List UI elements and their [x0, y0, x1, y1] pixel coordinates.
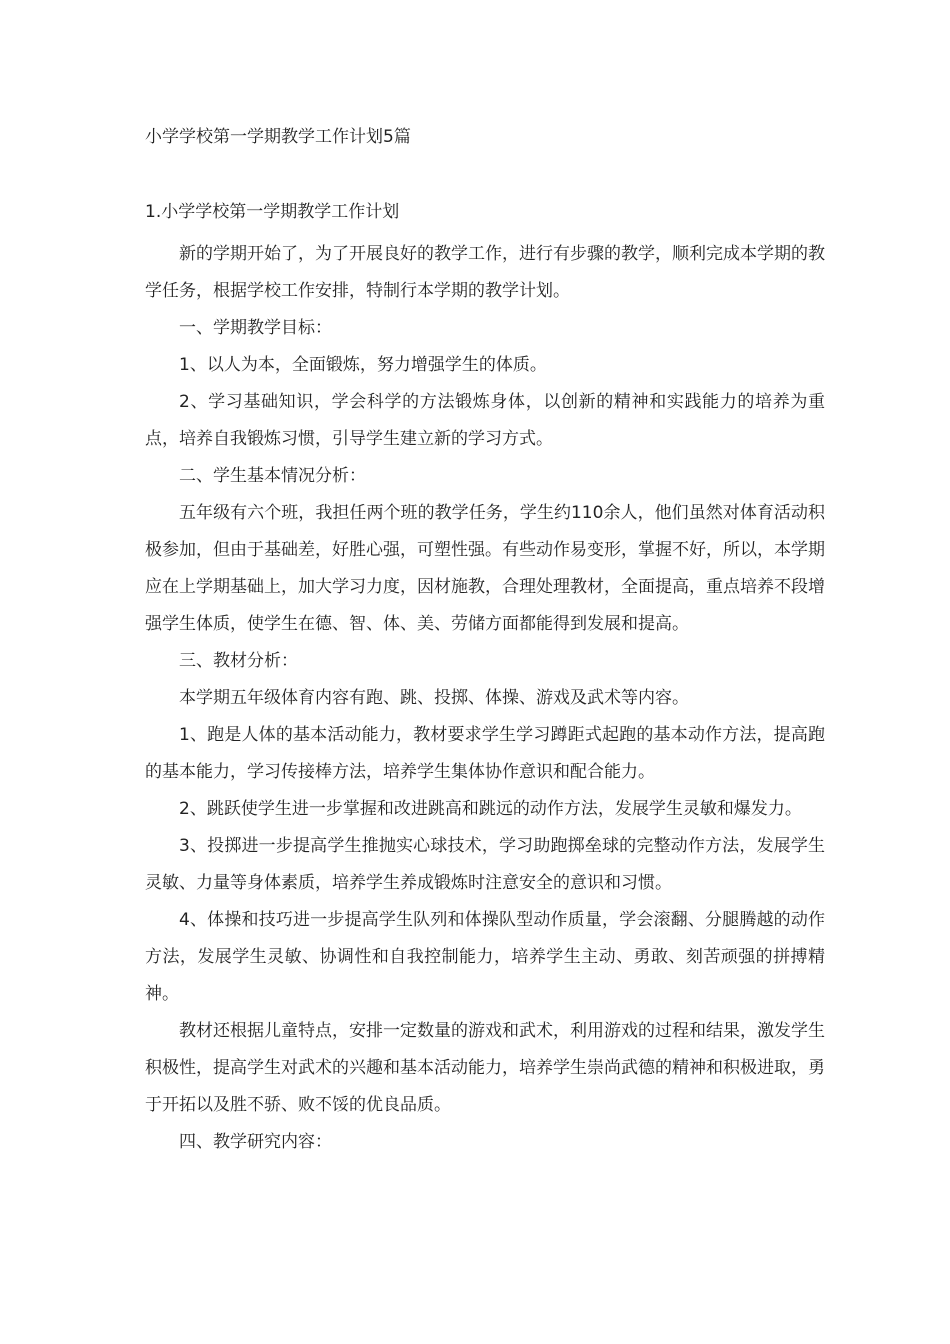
paragraph-goal-2: 2、学习基础知识，学会科学的方法锻炼身体，以创新的精神和实践能力的培养为重点，培养自我锻炼习惯，引导学生建立新的学习方式。 — [145, 392, 825, 449]
heading-teaching-goals: 一、学期教学目标： — [179, 318, 332, 338]
paragraph-material-4: 4、体操和技巧进一步提高学生队列和体操队型动作质量，学会滚翻、分腿腾越的动作方法，发展学生灵敏、协调性和自我控制能力，培养学生主动、勇敢、刻苦顽强的拼搏精神。 — [145, 910, 825, 1004]
paragraph-intro: 新的学期开始了，为了开展良好的教学工作，进行有步骤的教学，顺利完成本学期的教学任务，根据学校工作安排，特制行本学期的教学计划。 — [145, 244, 825, 301]
paragraph-material-2: 2、跳跃使学生进一步掌握和改进跳高和跳远的动作方法，发展学生灵敏和爆发力。 — [179, 799, 802, 819]
paragraph-material-games: 教材还根据儿童特点，安排一定数量的游戏和武术，利用游戏的过程和结果，激发学生积极性，提高学生对武术的兴趣和基本活动能力，培养学生崇尚武德的精神和积极进取，勇于开拓以及胜不骄、败不馁的优良品质。 — [145, 1021, 825, 1115]
paragraph-material-overview: 本学期五年级体育内容有跑、跳、投掷、体操、游戏及武术等内容。 — [179, 688, 689, 708]
section-title: 1.小学学校第一学期教学工作计划 — [145, 202, 400, 222]
document-body — [145, 198, 825, 1161]
document-title: 小学学校第一学期教学工作计划5篇 — [145, 127, 411, 147]
heading-material-analysis: 三、教材分析： — [179, 651, 298, 671]
paragraph-student-analysis: 五年级有六个班，我担任两个班的教学任务，学生约110余人，他们虽然对体育活动积极参加，但由于基础差，好胜心强，可塑性强。有些动作易变形，掌握不好，所以，本学期应在上学期基础上，加大学习力度，因材施教，合理处理教材，全面提高，重点培养不段增强学生体质，使学生在德、智、体、美、劳储方面都能得到发展和提高。 — [145, 503, 825, 634]
paragraph-goal-1: 1、以人为本，全面锻炼，努力增强学生的体质。 — [179, 355, 547, 375]
paragraph-material-1: 1、跑是人体的基本活动能力，教材要求学生学习蹲距式起跑的基本动作方法，提高跑的基本能力，学习传接棒方法，培养学生集体协作意识和配合能力。 — [145, 725, 825, 782]
heading-student-analysis: 二、学生基本情况分析： — [179, 466, 366, 486]
heading-research-content: 四、教学研究内容： — [179, 1132, 332, 1152]
paragraph-material-3: 3、投掷进一步提高学生推抛实心球技术，学习助跑掷垒球的完整动作方法，发展学生灵敏、力量等身体素质，培养学生养成锻炼时注意安全的意识和习惯。 — [145, 836, 825, 893]
